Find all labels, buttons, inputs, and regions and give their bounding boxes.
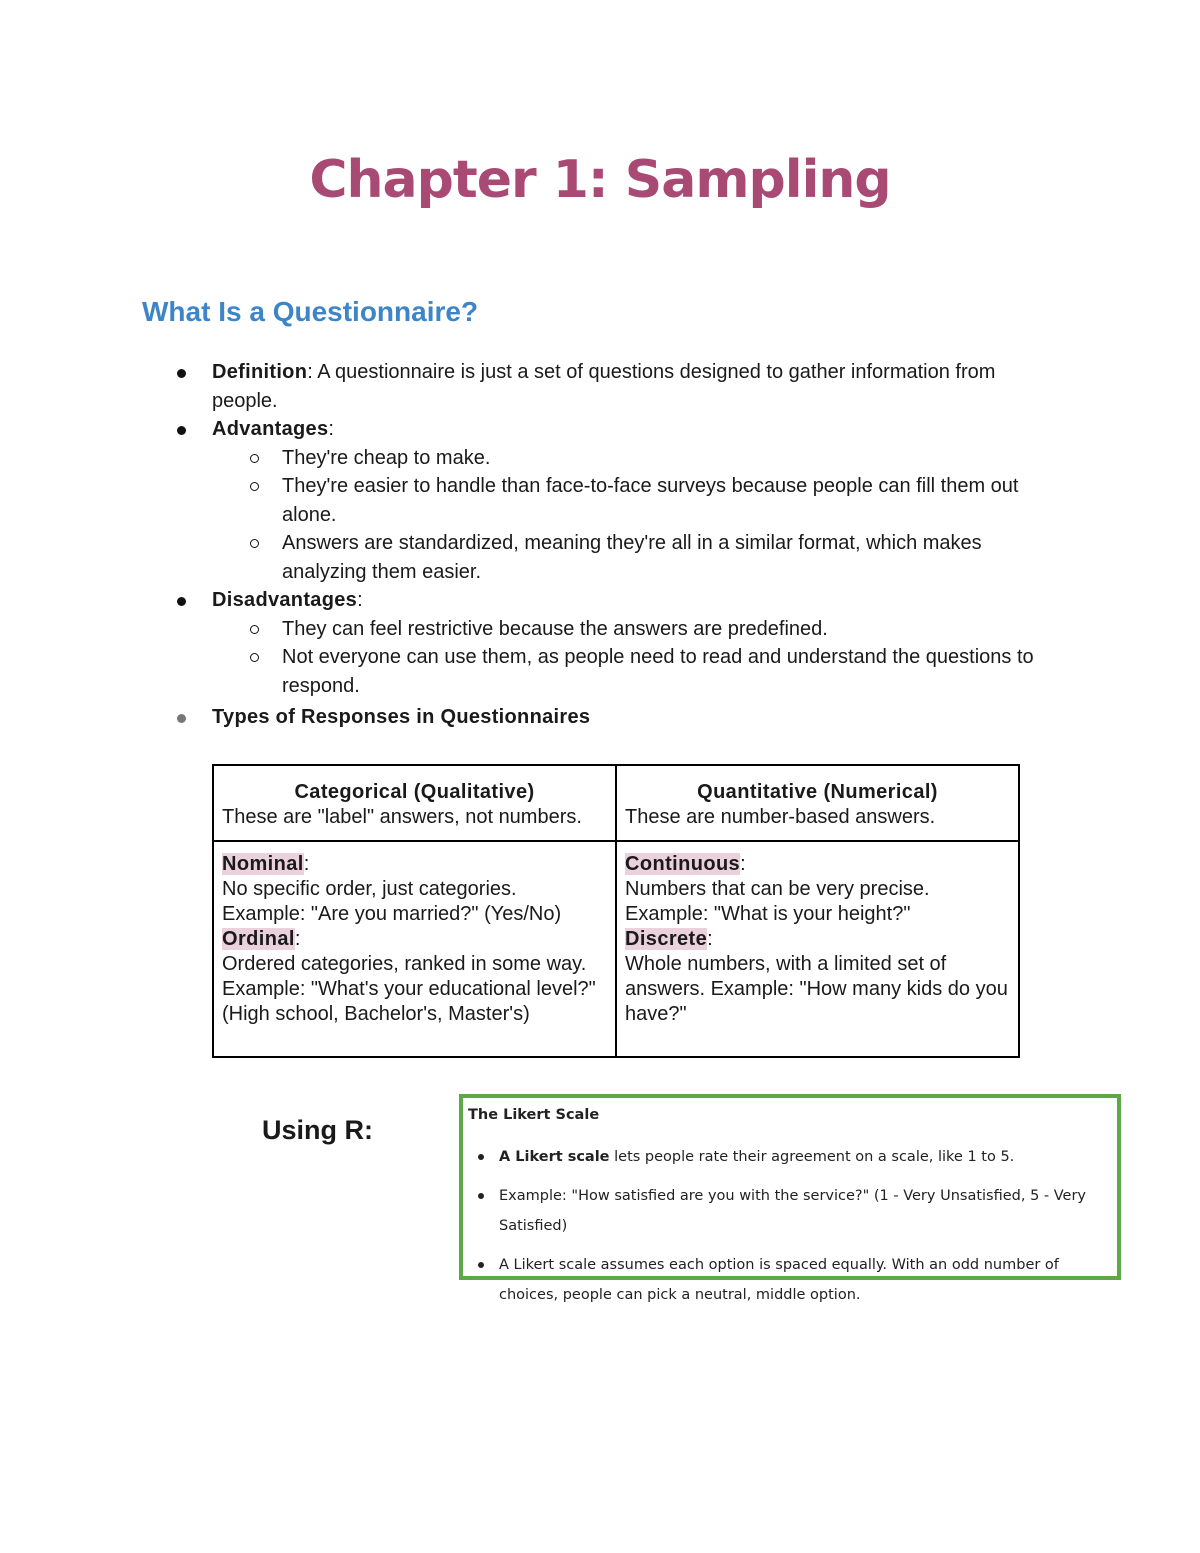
advantages-item — [0, 415, 1200, 586]
ordinal-description: Ordered categories, ranked in some way. — [222, 953, 587, 975]
disadvantages-label: Disadvantages — [212, 589, 358, 611]
likert-item3-text: A Likert scale assumes each option is spaced equally. With an odd number of choices, people can pick a neutral, middle option. — [499, 1257, 1059, 1303]
categorical-header-cell — [213, 765, 616, 841]
quantitative-body-cell: Continuous: Numbers that can be very precise. Example: "What is your height?" Discrete: Whole numbers, with a limited set of answers. Example: "How many kids do you have?" — [616, 841, 1019, 1057]
bullet-dot-icon — [177, 597, 186, 606]
section-heading: What Is a Questionnaire? — [142, 296, 479, 327]
response-types-table — [212, 764, 1020, 1058]
definition-item — [0, 358, 1200, 415]
advantage-text: They're cheap to make. — [282, 446, 491, 469]
continuous-example: Example: "What is your height?" — [625, 903, 911, 925]
bullet-dot-icon — [177, 714, 186, 723]
list-item — [212, 615, 1060, 644]
using-r-heading: Using R: — [262, 1115, 373, 1145]
sub-bullet-icon — [250, 482, 259, 491]
quantitative-subtitle: These are number-based answers. — [625, 806, 936, 828]
ordinal-example: Example: "What's your educational level?" (High school, Bachelor's, Master's) — [222, 978, 596, 1025]
disadvantages-colon: : — [357, 589, 363, 611]
list-item — [212, 472, 1060, 529]
definition-label: Definition — [212, 361, 308, 383]
list-item — [212, 529, 1060, 586]
sub-bullet-icon — [250, 539, 259, 548]
categorical-subtitle: These are "label" answers, not numbers. — [222, 806, 582, 828]
quantitative-title: Quantitative (Numerical) — [697, 781, 938, 803]
list-item — [463, 1250, 1117, 1310]
advantages-label: Advantages — [212, 418, 329, 440]
table-header-row — [213, 765, 1019, 841]
disadvantage-text: Not everyone can use them, as people need to read and understand the questions to respond. — [282, 646, 1034, 697]
bullet-dot-icon — [177, 426, 186, 435]
advantages-colon: : — [328, 418, 334, 440]
list-item — [463, 1181, 1117, 1241]
types-heading: Types of Responses in Questionnaires — [212, 706, 591, 728]
likert-scale-box — [459, 1094, 1121, 1303]
table-row — [213, 841, 1019, 1057]
likert-bullet-list — [463, 1142, 1117, 1319]
likert-item1-bold: A Likert scale — [499, 1149, 610, 1165]
bullet-dot-icon — [478, 1154, 484, 1160]
likert-item1-text: lets people rate their agreement on a scale, like 1 to 5. — [609, 1149, 1015, 1165]
types-item — [0, 703, 1200, 732]
continuous-description: Numbers that can be very precise. — [625, 878, 930, 900]
disadvantage-text: They can feel restrictive because the answers are predefined. — [282, 617, 828, 640]
nominal-description: No specific order, just categories. — [222, 878, 517, 900]
categorical-title: Categorical (Qualitative) — [294, 781, 535, 803]
ordinal-label: Ordinal — [222, 928, 295, 950]
sub-bullet-icon — [250, 454, 259, 463]
discrete-description: Whole numbers, with a limited set of answers. Example: "How many kids do you have?" — [625, 953, 1008, 1025]
bullet-dot-icon — [478, 1193, 484, 1199]
advantage-text: They're easier to handle than face-to-face surveys because people can fill them out alone. — [282, 475, 1019, 526]
nominal-label: Nominal — [222, 853, 304, 875]
disadvantages-sub-list — [212, 615, 1060, 701]
sub-bullet-icon — [250, 625, 259, 634]
bullet-dot-icon — [177, 369, 186, 378]
advantage-text: Answers are standardized, meaning they're all in a similar format, which makes analyzing them easier. — [282, 532, 982, 583]
disadvantages-item — [0, 586, 1200, 700]
chapter-title: Chapter 1: Sampling — [309, 150, 891, 210]
definition-text: : A questionnaire is just a set of questions designed to gather information from people. — [212, 361, 996, 412]
list-item — [463, 1142, 1117, 1172]
categorical-body-cell: Nominal: No specific order, just categories. Example: "Are you married?" (Yes/No) Ordinal: Ordered categories, ranked in some way. Example: "What's your educational level?" (High school, Bachelor's, Master's) — [213, 841, 616, 1057]
quantitative-header-cell — [616, 765, 1019, 841]
bullet-dot-icon — [478, 1262, 484, 1268]
list-item — [212, 643, 1060, 700]
likert-item2-text: Example: "How satisfied are you with the service?" (1 - Very Unsatisfied, 5 - Very Satisfied) — [499, 1188, 1087, 1234]
likert-title: The Likert Scale — [468, 1107, 600, 1123]
discrete-label: Discrete — [625, 928, 708, 950]
sub-bullet-icon — [250, 653, 259, 662]
list-item — [212, 444, 1060, 473]
nominal-example: Example: "Are you married?" (Yes/No) — [222, 903, 562, 925]
continuous-label: Continuous — [625, 853, 741, 875]
advantages-sub-list — [212, 444, 1060, 587]
questionnaire-bullet-list — [0, 358, 1200, 732]
